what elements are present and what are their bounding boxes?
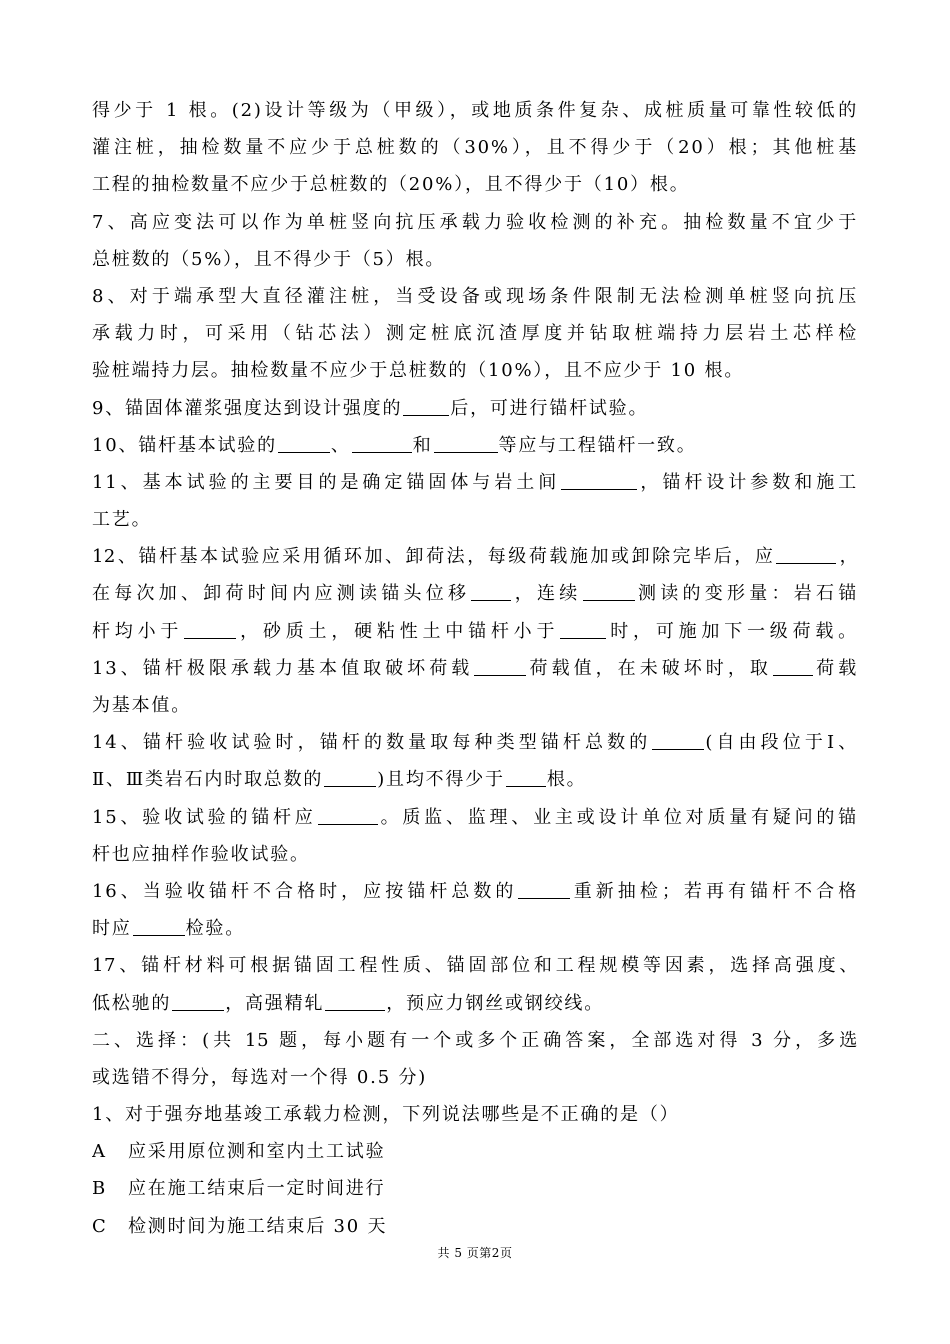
answer-blank[interactable] [773, 659, 813, 676]
text: 后，可进行锚杆试验。 [450, 397, 649, 419]
text-line [92, 836, 858, 873]
choice-question-1 [92, 1096, 858, 1133]
text: 工艺。 [92, 509, 152, 531]
text: 8、对于端承型大直径灌注桩，当受设备或现场条件限制无法检测单桩竖向抗压 [92, 285, 858, 307]
text: 、 [330, 434, 351, 456]
page-content [92, 92, 858, 1245]
text: 低松驰的 [92, 992, 172, 1014]
text: 荷载值，在未破坏时，取 [527, 657, 772, 679]
answer-blank[interactable] [474, 659, 526, 676]
text: ，连续 [512, 583, 582, 605]
text-line [92, 613, 858, 650]
option-letter: C [92, 1215, 106, 1237]
text: 验桩端持力层。抽检数量不应少于总桩数的（10%），且不应少于 10 根。 [92, 360, 745, 382]
answer-blank[interactable] [776, 547, 836, 564]
question-11 [92, 464, 858, 501]
answer-blank[interactable] [583, 584, 635, 601]
option-text: 应在施工结束后一定时间进行 [128, 1178, 386, 1200]
text: Ⅱ、Ⅲ类岩石内时取总数的 [92, 769, 324, 791]
option-text: 应采用原位测和室内土工试验 [128, 1141, 386, 1163]
answer-blank[interactable] [471, 584, 511, 601]
text: 时应 [92, 918, 132, 940]
text-line [92, 315, 858, 352]
text: 得少于 1 根。(2)设计等级为（甲级），或地质条件复杂、成桩质量可靠性较低的 [92, 100, 858, 121]
text: ，砂质土，硬粘性土中锚杆小于 [237, 620, 560, 642]
answer-blank[interactable] [434, 436, 498, 453]
text: 17、锚杆材料可根据锚固工程性质、锚固部位和工程规模等因素，选择高强度、 [92, 955, 858, 977]
text: 10、锚杆基本试验的 [92, 434, 277, 456]
text: 15、验收试验的锚杆应 [92, 806, 317, 828]
text: 在每次加、卸荷时间内应测读锚头位移 [92, 583, 471, 605]
text: 16、当验收锚杆不合格时，应按锚杆总数的 [92, 880, 518, 902]
text: 时，可施加下一级荷载。 [607, 620, 858, 642]
text-line [92, 129, 858, 166]
text-line [92, 92, 858, 129]
text: 工程的抽检数量不应少于总桩数的（20%），且不得少于（10）根。 [92, 174, 690, 196]
text-line [92, 761, 858, 798]
text: 为基本值。 [92, 695, 191, 716]
question-7 [92, 204, 858, 241]
text: 灌注桩，抽检数量不应少于总桩数的（30%），且不得少于（20）根；其他桩基 [92, 137, 858, 159]
text: 杆也应抽样作验收试验。 [92, 843, 310, 865]
text: 14、锚杆验收试验时，锚杆的数量取每种类型锚杆总数的 [92, 732, 652, 754]
option-letter: B [92, 1178, 106, 1200]
text-line [92, 501, 858, 538]
answer-blank[interactable] [184, 622, 236, 639]
question-8 [92, 278, 858, 315]
answer-blank[interactable] [278, 436, 330, 453]
option-b[interactable] [92, 1170, 858, 1207]
text: 荷载 [813, 657, 858, 679]
text: 根。 [546, 769, 587, 791]
text-line [92, 910, 858, 947]
text: 12、锚杆基本试验应采用循环加、卸荷法，每级荷载施加或卸除完毕后，应 [92, 546, 776, 568]
section-heading-choice [92, 1022, 858, 1059]
answer-blank[interactable] [403, 399, 449, 416]
text-line [92, 687, 858, 724]
text: 13、锚杆极限承载力基本值取破坏荷载 [92, 657, 474, 679]
text-line [92, 241, 858, 278]
option-letter: A [92, 1141, 105, 1163]
text-line [92, 1059, 858, 1096]
question-14 [92, 724, 858, 761]
question-10 [92, 427, 858, 464]
answer-blank[interactable] [172, 994, 224, 1011]
option-a[interactable] [92, 1133, 858, 1170]
text: 。质监、监理、业主或设计单位对质量有疑问的锚 [378, 806, 858, 828]
text: 7、高应变法可以作为单桩竖向抗压承载力验收检测的补充。抽检数量不宜少于 [92, 211, 858, 233]
text: 11、基本试验的主要目的是确定锚固体与岩土间 [92, 471, 561, 493]
answer-blank[interactable] [560, 622, 606, 639]
question-13 [92, 650, 858, 687]
text: 杆均小于 [92, 620, 184, 642]
text: )且均不得少于 [377, 769, 505, 791]
page-footer: 共 5 页第2页 [437, 1246, 513, 1260]
answer-blank[interactable] [325, 994, 385, 1011]
question-9 [92, 390, 858, 427]
text: 等应与工程锚杆一致。 [498, 434, 697, 456]
text: 测读的变形量：岩石锚 [635, 583, 858, 605]
question-12 [92, 538, 858, 575]
option-text: 检测时间为施工结束后 30 天 [128, 1215, 388, 1237]
answer-blank[interactable] [133, 919, 185, 936]
option-c[interactable] [92, 1208, 858, 1245]
text: 承载力时，可采用（钻芯法）测定桩底沉渣厚度并钻取桩端持力层岩土芯样检 [92, 323, 858, 345]
text: ，高强精轧 [225, 992, 325, 1014]
text: 或选错不得分，每选对一个得 0.5 分) [92, 1066, 428, 1088]
answer-blank[interactable] [518, 882, 570, 899]
text: ， [837, 546, 858, 568]
text: 重新抽检；若再有锚杆不合格 [571, 880, 858, 902]
text: (自由段位于Ⅰ、 [705, 732, 858, 754]
answer-blank[interactable] [318, 808, 378, 825]
text-line [92, 166, 858, 203]
text-line [92, 985, 858, 1022]
answer-blank[interactable] [324, 770, 376, 787]
text: ，预应力钢丝或钢绞线。 [386, 992, 605, 1014]
text: 9、锚固体灌浆强度达到设计强度的 [92, 397, 403, 419]
text: 检验。 [185, 918, 246, 940]
text: 1、对于强夯地基竣工承载力检测，下列说法哪些是不正确的是（） [92, 1104, 680, 1126]
text-line [92, 352, 858, 389]
text: 总桩数的（5%），且不得少于（5）根。 [92, 248, 446, 270]
answer-blank[interactable] [506, 770, 546, 787]
answer-blank[interactable] [561, 473, 637, 490]
question-16 [92, 873, 858, 910]
text: 二、选择：(共 15 题，每小题有一个或多个正确答案，全部选对得 3 分，多选 [92, 1029, 858, 1051]
text: ，锚杆设计参数和施工 [638, 471, 858, 493]
answer-blank[interactable] [652, 733, 704, 750]
answer-blank[interactable] [352, 436, 412, 453]
text: 和 [412, 434, 433, 456]
question-15 [92, 799, 858, 836]
question-17 [92, 947, 858, 984]
text-line [92, 575, 858, 612]
